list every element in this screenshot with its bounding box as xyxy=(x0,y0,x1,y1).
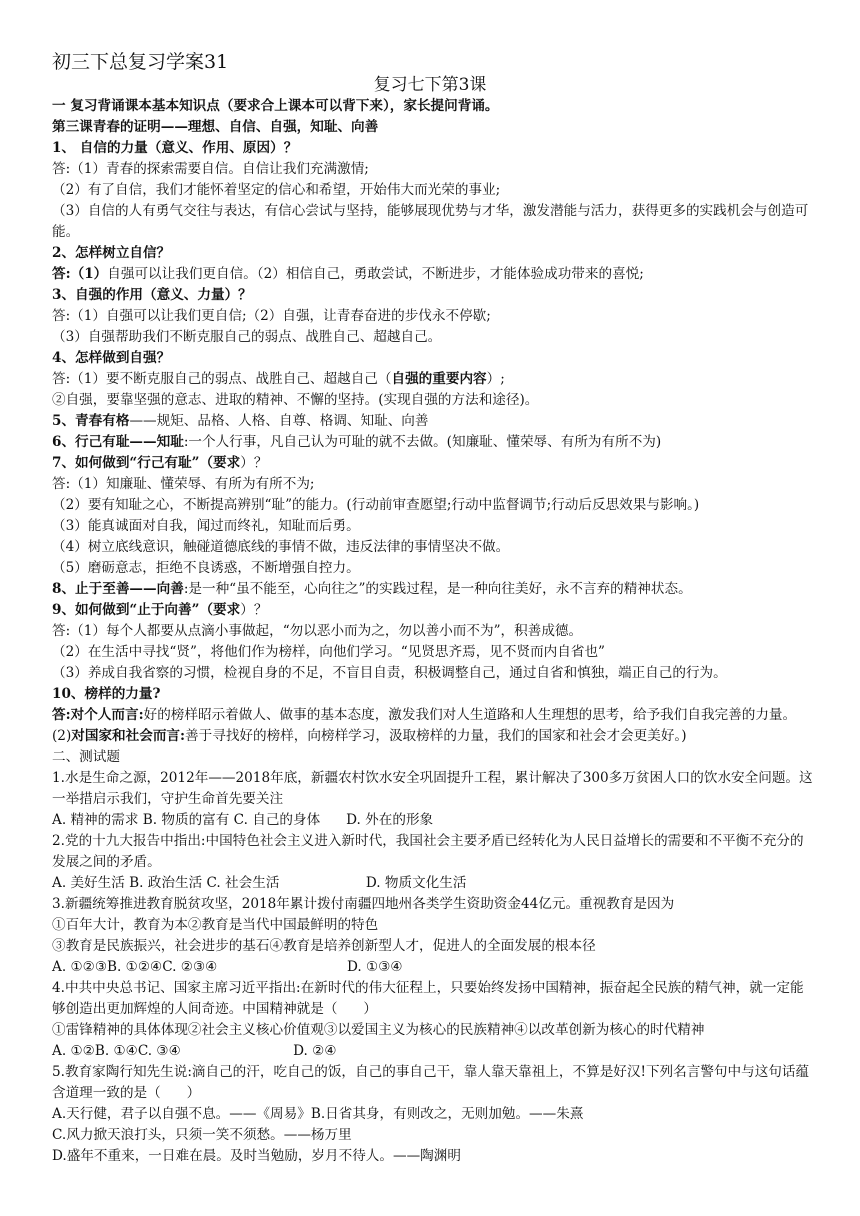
question-2-answer xyxy=(52,264,814,285)
question-7-answer-2: （2）要有知耻之心，不断提高辨别“耻”的能力。(行动前审查愿望;行动中监督调节;行动后反思效果与影响。) xyxy=(52,497,700,513)
section-heading-review: 一 复习背诵课本基本知识点（要求合上课本可以背下来），家长提问背诵。 xyxy=(52,98,499,114)
question-4-answer-2: ②自强，要靠坚强的意志、进取的精神、不懈的坚持。(实现自强的方法和途径)。 xyxy=(52,392,539,408)
question-8-text: :是一种“虽不能至，心向往之”的实践过程，是一种向往美好，永不言弃的精神状态。 xyxy=(183,581,692,597)
question-9-title: 9、如何做到“止于向善”（要求 xyxy=(52,602,241,618)
question-7-title-end: ）？ xyxy=(240,455,268,471)
question-1-answer-2: （2）有了自信，我们才能怀着坚定的信心和希望，开始伟大而光荣的事业; xyxy=(52,182,501,198)
question-8-line xyxy=(52,579,814,600)
page-subtitle: 复习七下第3课 xyxy=(373,75,487,95)
question-7-answer-1: 答:（1）知廉耻、懂荣辱、有所为有所不为; xyxy=(52,476,315,492)
test-line: 4.中共中央总书记、国家主席习近平指出:在新时代的伟大征程上，只要始终发扬中国精神，振奋起全民族的精气神，就一定能够创造出更加辉煌的人间奇迹。中国精神就是（ ） xyxy=(52,980,804,1017)
section-heading-test: 二、测试题 xyxy=(52,749,120,765)
question-3-title: 3、自强的作用（意义、力量）？ xyxy=(52,287,252,303)
question-6-line xyxy=(52,432,814,453)
question-10-answer xyxy=(52,705,814,747)
test-line: 5.教育家陶行知先生说:滴自己的汗，吃自己的饭，自己的事自己干，靠人靠天靠祖上，不算是好汉!下列名言警句中与这句话蕴含道理一致的是（ ） xyxy=(52,1064,810,1101)
question-7-answer-3: （3）能真诚面对自我，闻过而终礼，知耻而后勇。 xyxy=(52,518,360,534)
test-line: 1.水是生命之源，2012年——2018年底，新疆农村饮水安全巩固提升工程，累计解决了300多万贫困人口的饮水安全问题。这一举措启示我们，守护生命首先要关注 xyxy=(52,770,813,807)
answer-emphasis: 对国家和社会而言: xyxy=(71,728,186,744)
question-3-answer-2: （3）自强帮助我们不断克服自己的弱点、战胜自己、超越自己。 xyxy=(52,329,442,345)
question-3-answer-1: 答:（1）自强可以让我们更自信;（2）自强，让青春奋进的步伐永不停歇; xyxy=(52,308,491,324)
lesson-title: 第三课青春的证明——理想、自信、自强，知耻、向善 xyxy=(52,119,379,135)
document-body xyxy=(52,96,814,1167)
test-line: D.盛年不重来，一日难在晨。及时当勉励，岁月不待人。——陶渊明 xyxy=(52,1148,461,1164)
answer-lead: 答:（1） xyxy=(52,266,108,282)
question-9-title-line xyxy=(52,600,814,621)
question-5-text: ——规矩、品格、人格、自尊、格调、知耻、向善 xyxy=(129,413,429,429)
answer-text: 答:（1）要不断克服自己的弱点、战胜自己、超越自己（ xyxy=(52,371,392,387)
question-6-text: :一个人行事，凡自己认为可耻的就不去做。(知廉耻、懂荣辱、有所为有所不为) xyxy=(183,434,662,450)
test-line: A. 精神的需求 B. 物质的富有 C. 自己的身体 D. 外在的形象 xyxy=(52,812,434,828)
question-6-title: 6、行己有耻——知耻 xyxy=(52,434,184,450)
question-8-title: 8、止于至善——向善 xyxy=(52,581,184,597)
test-line: 3.新疆统筹推进教育脱贫攻坚，2018年累计拨付南疆四地州各类学生资助资金44亿元。重视教育是因为 xyxy=(52,896,675,912)
question-9-answer-1: 答:（1）每个人都要从点滴小事做起，“勿以恶小而为之，勿以善小而不为”，积善成德。 xyxy=(52,623,583,639)
page-title: 初三下总复习学案31 xyxy=(52,51,229,73)
answer-lead: 答:对个人而言: xyxy=(52,707,144,723)
test-line: A. ①②③B. ①②④C. ②③④ D. ①③④ xyxy=(52,959,403,975)
question-1-answer-3: （3）自信的人有勇气交往与表达，有信心尝试与坚持，能够展现优势与才华，激发潜能与活力，获得更多的实践机会与创造可能。 xyxy=(52,203,809,240)
question-5-title: 5、青春有格 xyxy=(52,413,130,429)
test-line: ③教育是民族振兴，社会进步的基石④教育是培养创新型人才，促进人的全面发展的根本径 xyxy=(52,938,596,954)
question-4-title: 4、怎样做到自强？ xyxy=(52,350,171,366)
test-line: A.天行健，君子以自强不息。——《周易》B.日省其身，有则改之，无则加勉。——朱熹 xyxy=(52,1106,584,1122)
test-line: A. ①②B. ①④C. ③④ D. ②④ xyxy=(52,1043,337,1059)
question-9-answer-2: （2）在生活中寻找“贤”，将他们作为榜样，向他们学习。“见贤思齐焉，见不贤而内自省也” xyxy=(52,644,606,660)
answer-text-end: ）; xyxy=(486,371,505,387)
question-10-title: 10、榜样的力量? xyxy=(52,686,161,702)
question-2-title: 2、怎样树立自信？ xyxy=(52,245,171,261)
test-line: C.风力掀天浪打头，只须一笑不须愁。——杨万里 xyxy=(52,1127,352,1143)
answer-emphasis: 自强的重要内容 xyxy=(391,371,487,387)
question-7-title-line xyxy=(52,453,814,474)
test-line: 2.党的十九大报告中指出:中国特色社会主义进入新时代，我国社会主要矛盾已经转化为人民日益增长的需要和不平衡不充分的发展之间的矛盾。 xyxy=(52,833,804,870)
question-5-line xyxy=(52,411,814,432)
test-line: ①百年大计，教育为本②教育是当代中国最鲜明的特色 xyxy=(52,917,379,933)
question-4-answer-1 xyxy=(52,369,814,390)
answer-text: 自强可以让我们更自信。（2）相信自己，勇敢尝试，不断进步，才能体验成功带来的喜悦; xyxy=(107,266,644,282)
test-line: ①雷锋精神的具体体现②社会主义核心价值观③以爱国主义为核心的民族精神④以改革创新为核心的时代精神 xyxy=(52,1022,705,1038)
test-line: A. 美好生活 B. 政治生活 C. 社会生活 D. 物质文化生活 xyxy=(52,875,467,891)
question-7-answer-5: （5）磨砺意志，拒绝不良诱惑，不断增强自控力。 xyxy=(52,560,360,576)
question-7-title: 7、如何做到“行己有耻”（要求 xyxy=(52,455,241,471)
answer-text: 好的榜样昭示着做人、做事的基本态度，激发我们对人生道路和人生理想的思考，给予我们自我完善的力量。(2) xyxy=(52,707,797,744)
question-1-title: 1、 自信的力量（意义、作用、原因）？ xyxy=(52,140,298,156)
question-7-answer-4: （4）树立底线意识，触碰道德底线的事情不做，违反法律的事情坚决不做。 xyxy=(52,539,510,555)
question-1-answer-1: 答:（1）青春的探索需要自信。自信让我们充满激情; xyxy=(52,161,369,177)
answer-text-end: 善于寻找好的榜样，向榜样学习，汲取榜样的力量，我们的国家和社会才会更美好。) xyxy=(185,728,687,744)
question-9-title-end: ）？ xyxy=(240,602,268,618)
question-9-answer-3: （3）养成自我省察的习惯，检视自身的不足，不盲目自责，积极调整自己，通过自省和慎独，端正自己的行为。 xyxy=(52,665,727,681)
